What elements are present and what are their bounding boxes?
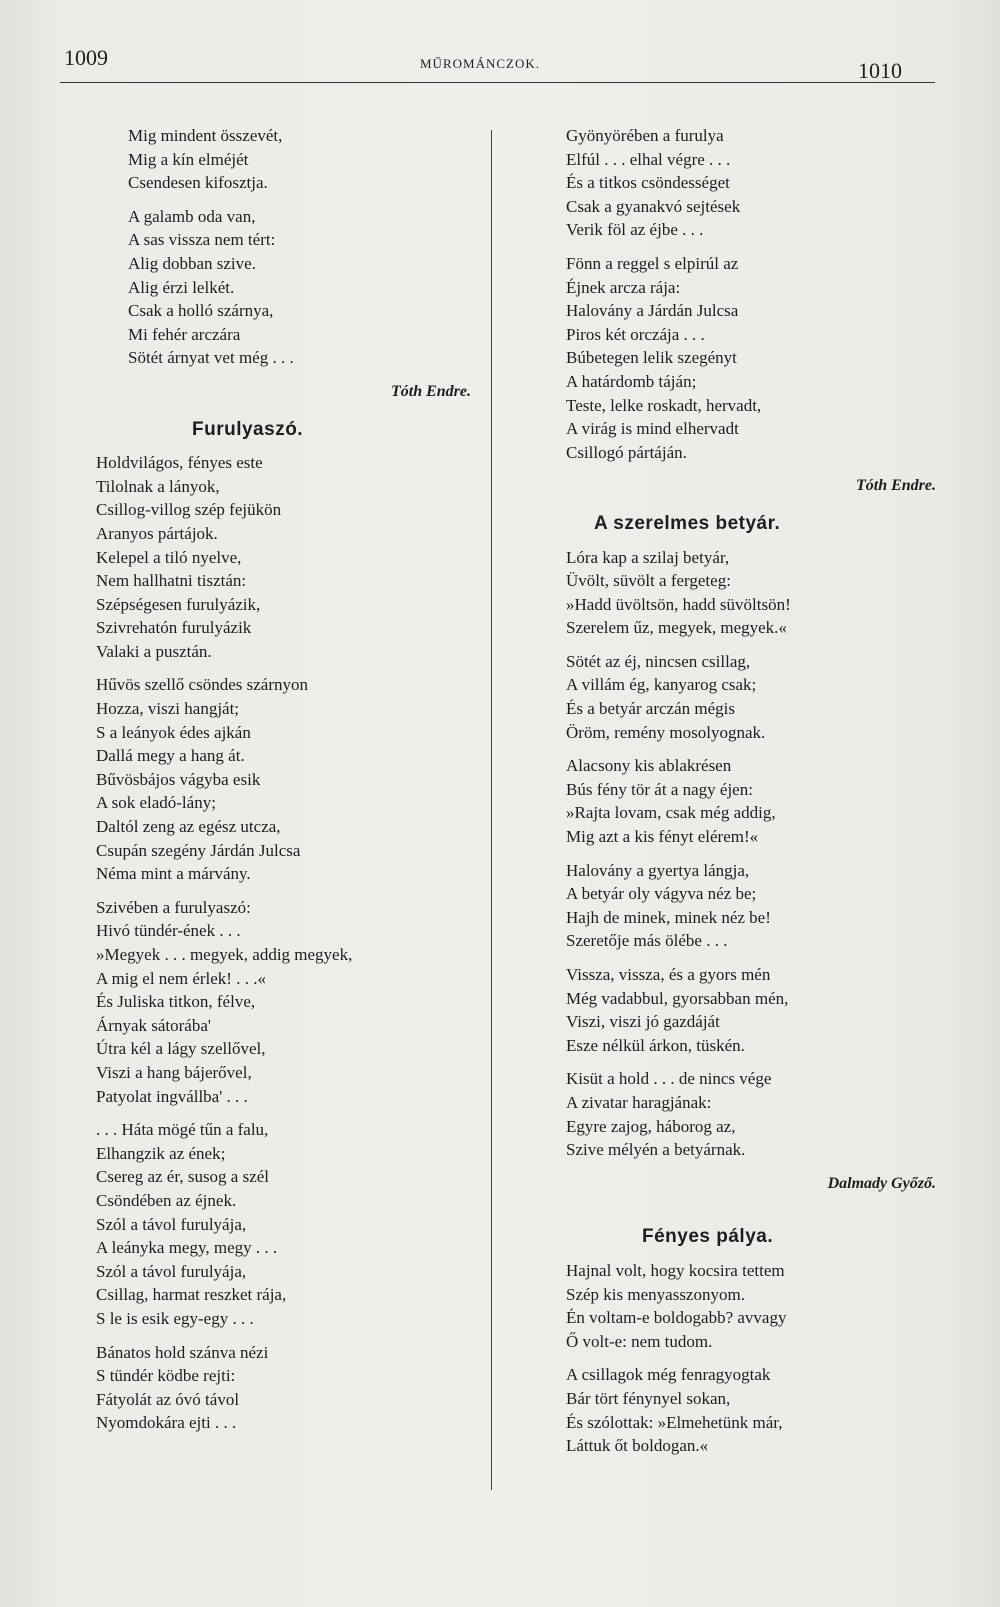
poem-stanza [96, 124, 476, 195]
poem-line: Lóra kap a szilaj betyár, [566, 547, 730, 567]
poem-title: A szerelmes betyár. [594, 512, 781, 534]
poem-line: Alig dobban szive. [128, 253, 256, 273]
poem-line: S le is esik egy-egy . . . [96, 1308, 254, 1328]
poem-line: A mig el nem érlek! . . .« [96, 968, 266, 988]
poem-line: Tilolnak a lányok, [96, 476, 220, 496]
poem-line: Teste, lelke roskadt, hervadt, [566, 395, 762, 415]
poem-title: Furulyaszó. [192, 418, 304, 440]
poem-stanza [96, 1341, 476, 1435]
poem-stanza [96, 896, 476, 1108]
poem-line: Árnyak sátorába' [96, 1015, 211, 1035]
poem-line: S tündér ködbe rejti: [96, 1366, 236, 1386]
poem-line: Éjnek arcza rája: [566, 277, 681, 297]
poem-line: Gyönyörében a furulya [566, 126, 724, 145]
poem-line: Halovány a gyertya lángja, [566, 860, 750, 880]
poem-line: Szépségesen furulyázik, [96, 594, 261, 614]
poem-line: Bánatos hold szánva nézi [96, 1342, 269, 1362]
poem-line: Alacsony kis ablakrésen [566, 756, 732, 776]
poem-stanza [96, 1118, 476, 1330]
poem-line: Mig a kín elméjét [128, 149, 249, 169]
poem-line: Búbetegen lelik szegényt [566, 348, 737, 368]
poem-line: Szivrehatón furulyázik [96, 618, 252, 638]
poem-line: És szólottak: »Elmehetünk már, [566, 1412, 783, 1432]
poem-line: Hozza, viszi hangját; [96, 699, 240, 719]
poem-line: Viszi a hang bájerővel, [96, 1062, 252, 1082]
poem-stanza [96, 673, 476, 885]
poem-line: Ő volt-e: nem tudom. [566, 1331, 713, 1351]
poem-line: A sok eladó-lány; [96, 793, 216, 813]
right-column [566, 124, 946, 1468]
poem-stanza [96, 451, 476, 663]
poem-line: Hivó tündér-ének . . . [96, 921, 241, 941]
poem-line: A leányka megy, megy . . . [96, 1238, 278, 1258]
poem-line: És Juliska titkon, félve, [96, 992, 256, 1012]
poem-line: . . . Háta mögé tűn a falu, [96, 1120, 269, 1140]
poem-line: Útra kél a lágy szellővel, [96, 1039, 266, 1059]
poem-line: Sötét árnyat vet még . . . [128, 348, 294, 368]
poem-stanza [566, 754, 946, 848]
poem-line: Szól a távol furulyája, [96, 1214, 247, 1234]
poem-stanza [566, 124, 946, 242]
poem-line: A betyár oly vágyva néz be; [566, 884, 757, 904]
poem-line: Viszi, viszi jó gazdáját [566, 1012, 720, 1032]
poem-line: S a leányok édes ajkán [96, 722, 251, 742]
poem-title: Fényes pálya. [642, 1226, 774, 1248]
page-number-right: 1010 [858, 58, 902, 83]
poem-line: Szive mélyén a betyárnak. [566, 1140, 746, 1160]
poem-line: Üvölt, süvölt a fergeteg: [566, 571, 731, 591]
column-divider [491, 130, 492, 1490]
page-header [0, 0, 1000, 100]
poem-line: Láttuk őt boldogan.« [566, 1436, 709, 1456]
poem-line: Egyre zajog, háborog az, [566, 1116, 736, 1136]
poem-line: Fönn a reggel s elpirúl az [566, 253, 739, 273]
page-number-left: 1009 [64, 45, 108, 70]
poem-line: Vissza, vissza, és a gyors mén [566, 965, 771, 984]
poem-line: Valaki a pusztán. [96, 641, 212, 661]
poem-line: Hűvös szellő csöndes szárnyon [96, 675, 308, 695]
poem-line: Szeretője más ölébe . . . [566, 931, 728, 951]
poem-stanza [566, 1363, 946, 1457]
poem-line: Piros két orczája . . . [566, 324, 705, 344]
poem-line: Verik föl az éjbe . . . [566, 220, 704, 240]
poem-stanza [566, 546, 946, 640]
poem-line: Még vadabbul, gyorsabban mén, [566, 988, 789, 1008]
poem-line: Csillog-villog szép fejükön [96, 500, 282, 520]
poem-line: Bús fény tör át a nagy éjen: [566, 779, 753, 799]
poem-line: Bűvösbájos vágyba esik [96, 769, 261, 789]
poem-line: Kelepel a tiló nyelve, [96, 547, 242, 567]
poem-line: A virág is mind elhervadt [566, 419, 739, 439]
poem-line: Öröm, remény mosolyognak. [566, 722, 766, 742]
poem-author: Tóth Endre. [390, 382, 471, 400]
poem-stanza [566, 252, 946, 464]
left-column [96, 124, 476, 1445]
poem-line: Holdvilágos, fényes este [96, 453, 263, 473]
poem-line: Kisüt a hold . . . de nincs vége [566, 1069, 772, 1089]
poem-stanza [96, 205, 476, 370]
running-title: MŰROMÁNCZOK. [420, 56, 540, 71]
poem-line: Csöndében az éjnek. [96, 1190, 237, 1210]
poem-line: A csillagok még fenragyogtak [566, 1365, 771, 1385]
poem-line: Mig mindent összevét, [128, 126, 283, 145]
poem-stanza [566, 1259, 946, 1353]
poem-line: A villám ég, kanyarog csak; [566, 675, 757, 695]
poem-line: Csak a holló szárnya, [128, 301, 274, 321]
poem-line: És a betyár arczán mégis [566, 699, 735, 719]
poem-line: Elfúl . . . elhal végre . . . [566, 149, 731, 169]
poem-line: »Rajta lovam, csak még addig, [566, 803, 776, 823]
poem-line: Mi fehér arczára [128, 324, 241, 344]
poem-line: »Megyek . . . megyek, addig megyek, [96, 945, 353, 964]
poem-stanza [566, 963, 946, 1057]
poem-line: Szól a távol furulyája, [96, 1261, 247, 1281]
poem-line: Csak a gyanakvó sejtések [566, 196, 741, 216]
poem-line: Elhangzik az ének; [96, 1143, 226, 1163]
poem-line: Daltól zeng az egész utcza, [96, 817, 281, 837]
poem-line: »Hadd üvöltsön, hadd süvöltsön! [566, 594, 791, 614]
poem-line: Halovány a Járdán Julcsa [566, 301, 739, 321]
poem-line: Hajh de minek, minek néz be! [566, 907, 771, 927]
poem-line: A zivatar haragjának: [566, 1092, 712, 1112]
poem-line: És a titkos csöndességet [566, 173, 730, 193]
poem-line: Mig azt a kis fényt elérem!« [566, 827, 759, 847]
poem-line: Csillag, harmat reszket rája, [96, 1285, 287, 1305]
poem-line: Csupán szegény Járdán Julcsa [96, 840, 301, 860]
poem-line: A határdomb táján; [566, 371, 697, 391]
poem-line: Néma mint a márvány. [96, 864, 251, 884]
poem-line: Esze nélkül árkon, tüskén. [566, 1035, 745, 1055]
poem-stanza [566, 1067, 946, 1161]
poem-stanza [566, 859, 946, 953]
poem-line: A galamb oda van, [128, 206, 256, 226]
poem-line: Sötét az éj, nincsen csillag, [566, 651, 751, 671]
poem-author: Tóth Endre. [855, 477, 936, 495]
poem-line: Én voltam-e boldogabb? avvagy [566, 1308, 787, 1328]
poem-line: Szép kis menyasszonyom. [566, 1284, 745, 1304]
poem-line: Szerelem űz, megyek, megyek.« [566, 618, 787, 638]
poem-line: A sas vissza nem tért: [128, 230, 276, 250]
poem-line: Aranyos pártájok. [96, 523, 218, 543]
poem-line: Nem hallhatni tisztán: [96, 571, 247, 591]
poem-line: Hajnal volt, hogy kocsira tettem [566, 1260, 785, 1280]
poem-line: Dallá megy a hang át. [96, 746, 245, 766]
poem-line: Alig érzi lelkét. [128, 277, 235, 297]
poem-line: Csereg az ér, susog a szél [96, 1167, 270, 1187]
poem-author: Dalmady Győző. [827, 1174, 936, 1192]
poem-line: Nyomdokára ejti . . . [96, 1413, 237, 1433]
poem-line: Csendesen kifosztja. [128, 173, 268, 193]
poem-line: Patyolat ingvállba' . . . [96, 1086, 248, 1106]
poem-stanza [566, 650, 946, 744]
poem-line: Csillogó pártáján. [566, 442, 687, 462]
poem-line: Szivében a furulyaszó: [96, 897, 251, 917]
poem-line: Fátyolát az óvó távol [96, 1389, 240, 1409]
poem-line: Bár tört fénynyel sokan, [566, 1388, 731, 1408]
header-rule [60, 82, 935, 83]
